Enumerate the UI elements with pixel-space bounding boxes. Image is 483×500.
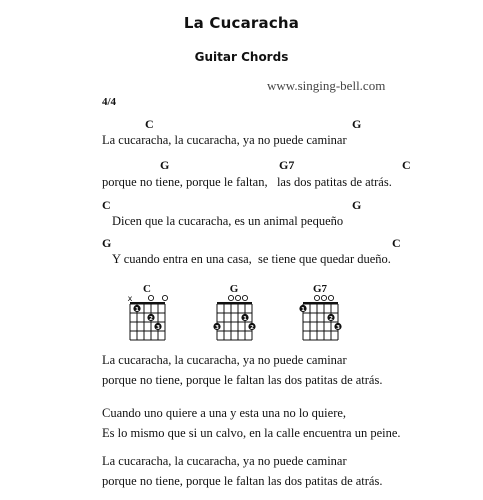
lyric-line: Y cuando entra en una casa, se tiene que quedar dueño.	[112, 252, 391, 266]
finger-number: 1	[135, 306, 139, 313]
open-string-marker	[321, 295, 326, 300]
finger-number: 3	[156, 324, 160, 331]
verse-line: Cuando uno quiere a una y esta una no lo quiere,	[102, 406, 347, 420]
chord-label: C	[402, 158, 411, 172]
lyric-line: Dicen que la cucaracha, es un animal pequeño	[112, 214, 344, 228]
song-subtitle: Guitar Chords	[194, 50, 289, 64]
nut	[217, 302, 252, 305]
open-string-marker	[228, 295, 233, 300]
lyric-line: porque no tiene, porque le faltan, las dos patitas de atrás.	[102, 175, 392, 189]
chord-label: G7	[279, 158, 295, 172]
fretboard-g	[209, 293, 259, 349]
open-string-marker	[242, 295, 247, 300]
finger-number: 1	[301, 306, 305, 313]
chord-diagram-name: C	[143, 283, 151, 295]
finger-number: 2	[250, 324, 254, 331]
finger-number: 2	[149, 315, 153, 322]
fretboard-g7	[295, 293, 345, 349]
verse-block	[102, 452, 382, 491]
website-url: www.singing-bell.com	[267, 78, 386, 93]
verse-line: La cucaracha, la cucaracha, ya no puede caminar	[102, 353, 347, 367]
chord-diagram-g7	[295, 283, 345, 349]
chord-diagram-c	[122, 283, 172, 349]
lyric-line: La cucaracha, la cucaracha, ya no puede caminar	[102, 133, 347, 147]
chord-label: G	[352, 117, 362, 131]
open-string-marker	[148, 295, 153, 300]
open-string-marker	[162, 295, 167, 300]
verse-line: porque no tiene, porque le faltan las dos patitas de atrás.	[102, 473, 383, 488]
chord-label: C	[145, 117, 154, 131]
chord-label: G	[352, 198, 362, 212]
chord-diagram-name: G	[229, 283, 239, 295]
verse-line: La cucaracha, la cucaracha, ya no puede caminar	[102, 454, 347, 468]
time-signature: 4/4	[102, 96, 117, 108]
chord-label: C	[392, 236, 401, 250]
open-string-marker	[314, 295, 319, 300]
open-string-marker	[235, 295, 240, 300]
finger-number: 2	[329, 315, 333, 322]
open-string-marker	[328, 295, 333, 300]
song-title: La Cucaracha	[183, 14, 300, 32]
nut	[130, 302, 165, 305]
finger-number: 3	[215, 324, 219, 331]
fretboard-c	[122, 293, 172, 349]
nut	[303, 302, 338, 305]
finger-number: 3	[336, 324, 340, 331]
verse-block	[102, 351, 382, 390]
verse-block	[102, 404, 401, 443]
finger-number: 1	[243, 315, 247, 322]
chord-label: G	[102, 236, 112, 250]
verse-line: Es lo mismo que si un calvo, en la calle encuentra un peine.	[102, 425, 401, 440]
chord-label: C	[102, 198, 111, 212]
chord-label: G	[160, 158, 170, 172]
chord-diagram-g	[209, 283, 259, 349]
chord-diagram-name: G7	[312, 283, 328, 295]
verse-line: porque no tiene, porque le faltan las dos patitas de atrás.	[102, 372, 383, 387]
muted-string-marker: x	[127, 294, 133, 303]
